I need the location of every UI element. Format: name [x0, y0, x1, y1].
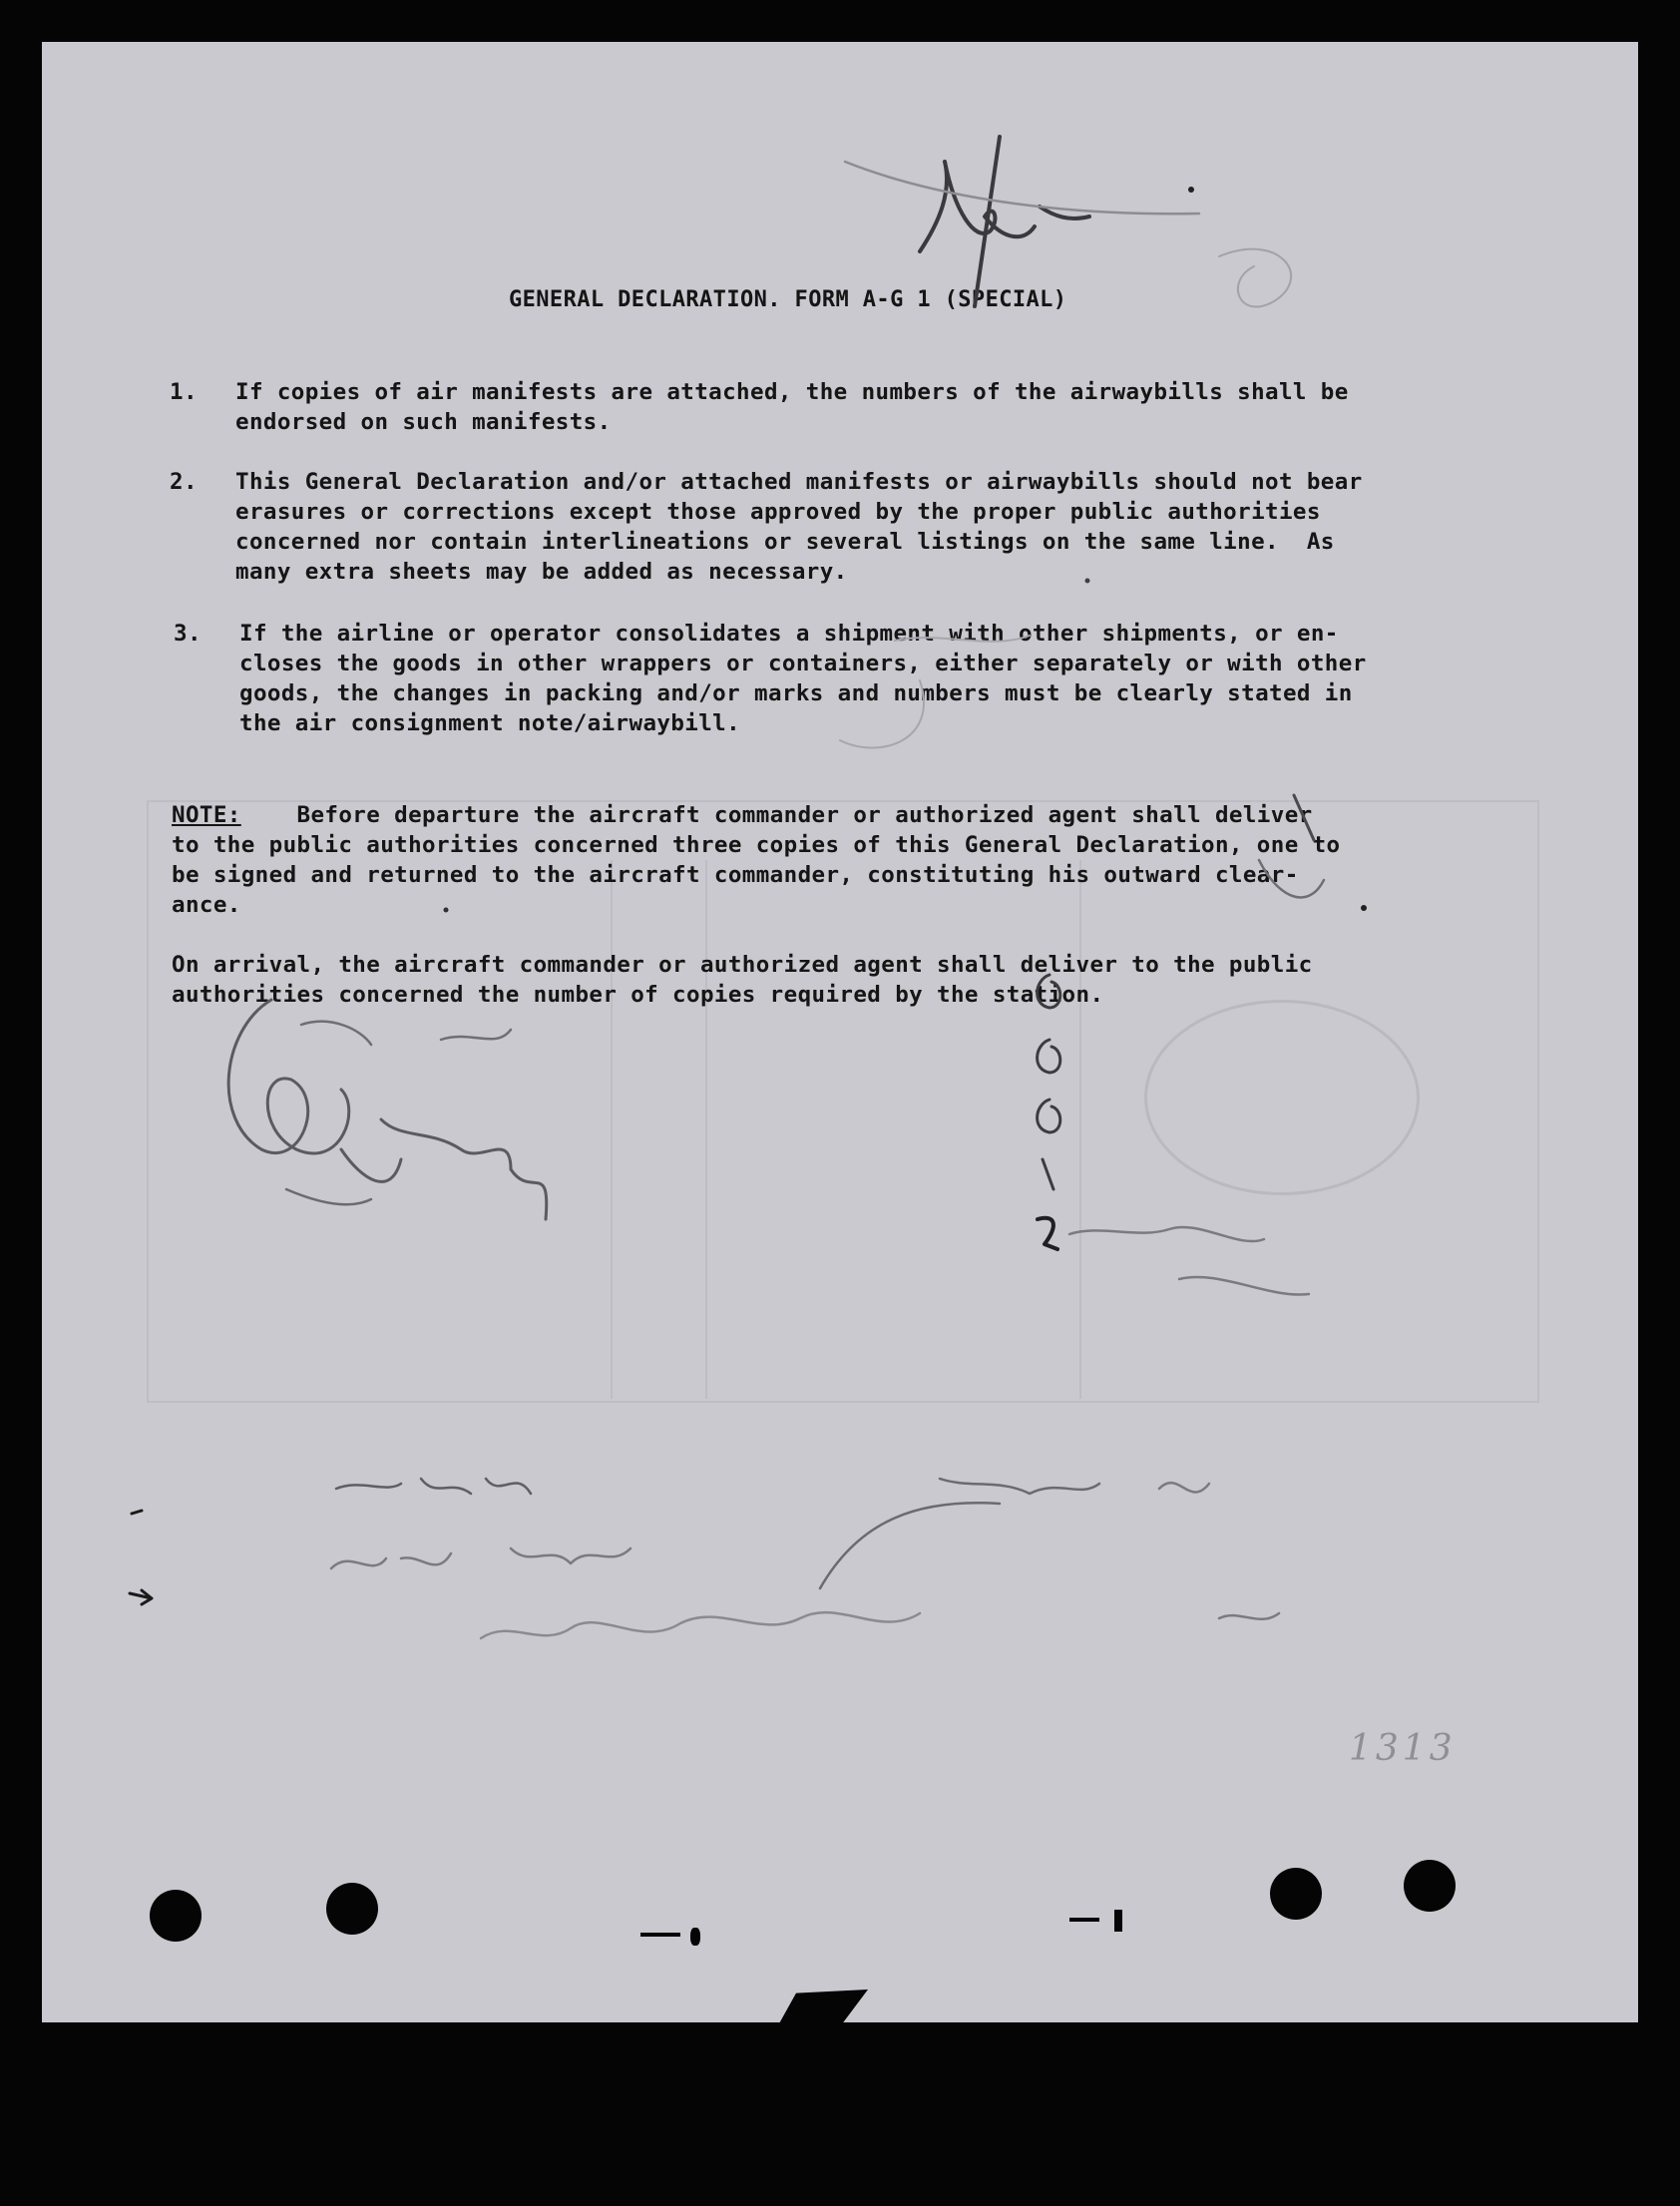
ink-speck — [690, 1928, 700, 1946]
pencil-scribble-right — [1069, 1227, 1309, 1295]
top-initials-scribble — [920, 137, 1089, 306]
note-label: NOTE: — [172, 802, 241, 828]
pencil-loop-right — [1259, 860, 1324, 897]
punch-hole — [1270, 1868, 1322, 1920]
item-text-line: erasures or corrections except those approved by the proper public authorities — [235, 499, 1321, 525]
column-mark — [1038, 975, 1060, 1008]
item-text-line: endorsed on such manifests. — [235, 409, 612, 435]
item-text-line: closes the goods in other wrappers or containers, either separately or with other — [239, 651, 1367, 676]
punch-hole — [326, 1883, 378, 1935]
item-text-line: many extra sheets may be added as necessary. — [235, 559, 848, 585]
item-number: 2. — [170, 469, 198, 495]
item-text-line: goods, the changes in packing and/or marks and numbers must be clearly stated in — [239, 680, 1353, 706]
arrival-text-line: authorities concerned the number of copies required by the station. — [172, 982, 1104, 1008]
pencil-notation-right — [1159, 1483, 1279, 1619]
margin-mark — [132, 1511, 142, 1514]
punch-hole — [150, 1890, 202, 1942]
handwritten-marks — [42, 42, 1638, 2022]
column-mark — [1038, 1040, 1060, 1073]
document-sheet — [42, 42, 1638, 2022]
top-pencil-line — [845, 162, 1199, 214]
document-title: GENERAL DECLARATION. FORM A-G 1 (SPECIAL) — [509, 287, 1067, 312]
ink-speck — [1114, 1910, 1122, 1932]
note-text-line: ance. — [172, 892, 241, 918]
top-pencil-loop — [1219, 249, 1291, 307]
ink-speck — [1069, 1918, 1099, 1922]
arrival-text-line: On arrival, the aircraft commander or authorized agent shall deliver to the public — [172, 952, 1313, 978]
ink-dot — [1085, 579, 1090, 584]
faint-pencil-annotation — [840, 636, 1030, 748]
item-text-line: This General Declaration and/or attached manifests or airwaybills should not bear — [235, 469, 1363, 495]
column-mark — [1038, 1218, 1057, 1249]
column-mark — [1038, 1100, 1060, 1132]
item-number: 3. — [174, 621, 202, 647]
punch-hole — [1404, 1860, 1456, 1912]
pencil-curve-center — [820, 1479, 1099, 1588]
ink-dot — [1361, 905, 1367, 911]
item-text-line: If copies of air manifests are attached, the numbers of the airwaybills shall be — [235, 379, 1349, 405]
note-text-line: to the public authorities concerned three copies of this General Declaration, one to — [172, 832, 1341, 858]
note-text-line: Before departure the aircraft commander or authorized agent shall deliver — [240, 802, 1313, 828]
margin-mark — [130, 1590, 152, 1604]
pencil-notation-row-2 — [331, 1548, 630, 1568]
ink-speck — [640, 1933, 680, 1937]
handwritten-page-number: 1313 — [1349, 1728, 1457, 1769]
pencil-notation-row-3 — [481, 1612, 920, 1638]
ink-dot — [444, 908, 449, 913]
item-text-line: If the airline or operator consolidates a shipment with other shipments, or en- — [239, 621, 1339, 647]
item-text-line: concerned nor contain interlineations or several listings on the same line. As — [235, 529, 1335, 555]
check-mark — [1294, 795, 1314, 840]
pencil-notation-row-1 — [336, 1479, 531, 1494]
column-mark — [1043, 1159, 1053, 1189]
pencil-signature-left-top — [301, 1022, 511, 1045]
item-text-line: the air consignment note/airwaybill. — [239, 710, 741, 736]
item-number: 1. — [170, 379, 198, 405]
ink-dot — [1188, 187, 1194, 193]
note-text-line: be signed and returned to the aircraft commander, constituting his outward clear- — [172, 862, 1299, 888]
pencil-stroke-left — [286, 1189, 371, 1204]
pencil-signature-left — [228, 1000, 547, 1219]
